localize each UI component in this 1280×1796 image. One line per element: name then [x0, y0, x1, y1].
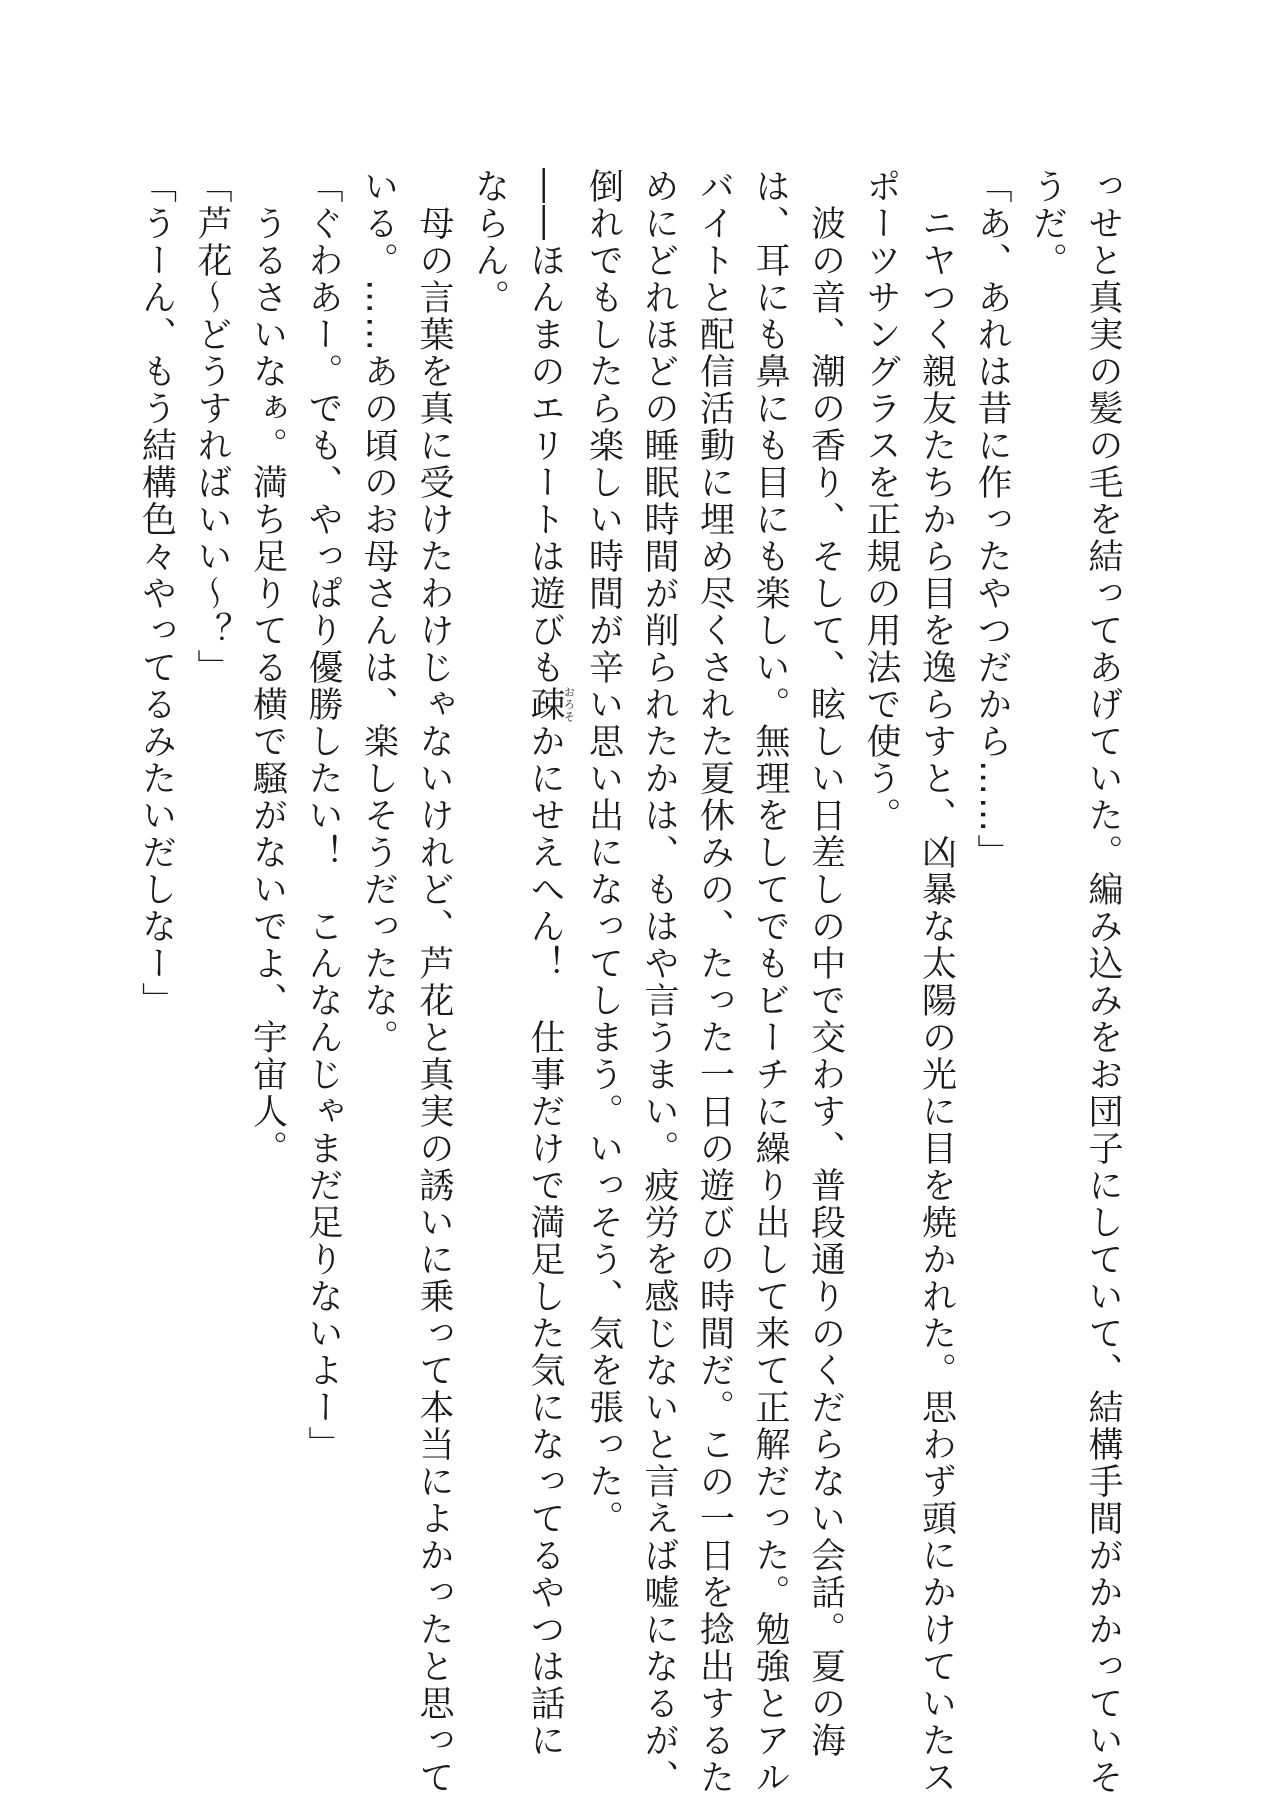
text-line: 波の音、潮の香り、そして、眩しい日差しの中で交わす、普段通りのくだらない会話。夏の海 [805, 168, 846, 1759]
text-line: うだ。 [1027, 168, 1068, 279]
text-line: いる。……あの頃のお母さんは、楽しそうだったな。 [358, 168, 399, 1056]
text-line: 倒れでもしたら楽しい時間が辛い思い出になってしまう。いっそう、気を張った。 [583, 168, 624, 1537]
ruby-base: 疎 [525, 686, 565, 723]
text-line: うるさいなぁ。満ち足りてる横で騒がないでよ、宇宙人。 [247, 168, 288, 1167]
text-line: 「あ、あれは昔に作ったやつだから……」 [972, 168, 1012, 871]
vertical-text-body [128, 168, 1130, 1796]
text-line: 母の言葉を真に受けたわけじゃないけれど、芦花と真実の誘いに乗って本当によかったと思って [414, 168, 454, 1796]
text-line: ポーツサングラスを正規の用法で使う。 [861, 168, 901, 834]
text-line: 「ぐわあー。でも、やっぱり優勝したい！ こんなんじゃまだ足りないよー」 [303, 168, 343, 1463]
text-line-with-ruby [517, 168, 576, 1759]
text-line: は、耳にも鼻にも目にも楽しい。無理をしてでもビーチに繰り出して来て正解だった。勉強とアル [750, 168, 790, 1796]
text-segment: かにせえへん！ 仕事だけで満足した気になってるやつは話に [525, 723, 565, 1759]
ruby-reading: おろそ [562, 686, 576, 723]
text-segment: ――ほんまのエリートは遊びも [525, 168, 565, 686]
ruby-annotation [525, 686, 576, 723]
text-line: バイトと配信活動に埋め尽くされた夏休みの、たった一日の遊びの時間だ。この一日を捻出するた [694, 168, 735, 1796]
text-line: めにどれほどの睡眠時間が削られたかは、もはや言うまい。疲労を感じないと言えば嘘になるが、 [639, 168, 679, 1796]
text-line: ならん。 [469, 168, 510, 316]
text-line: 「うーん、もう結構色々やってるみたいだしなー」 [136, 168, 177, 1019]
text-line: ニヤつく親友たちから目を逸らすと、凶暴な太陽の光に目を焼かれた。思わず頭にかけていたス [916, 168, 957, 1796]
text-line: っせと真実の髪の毛を結ってあげていた。編み込みをお団子にしていて、結構手間がかかっていそ [1083, 168, 1123, 1796]
text-line: 「芦花～どうすればいい～？」 [192, 168, 232, 686]
